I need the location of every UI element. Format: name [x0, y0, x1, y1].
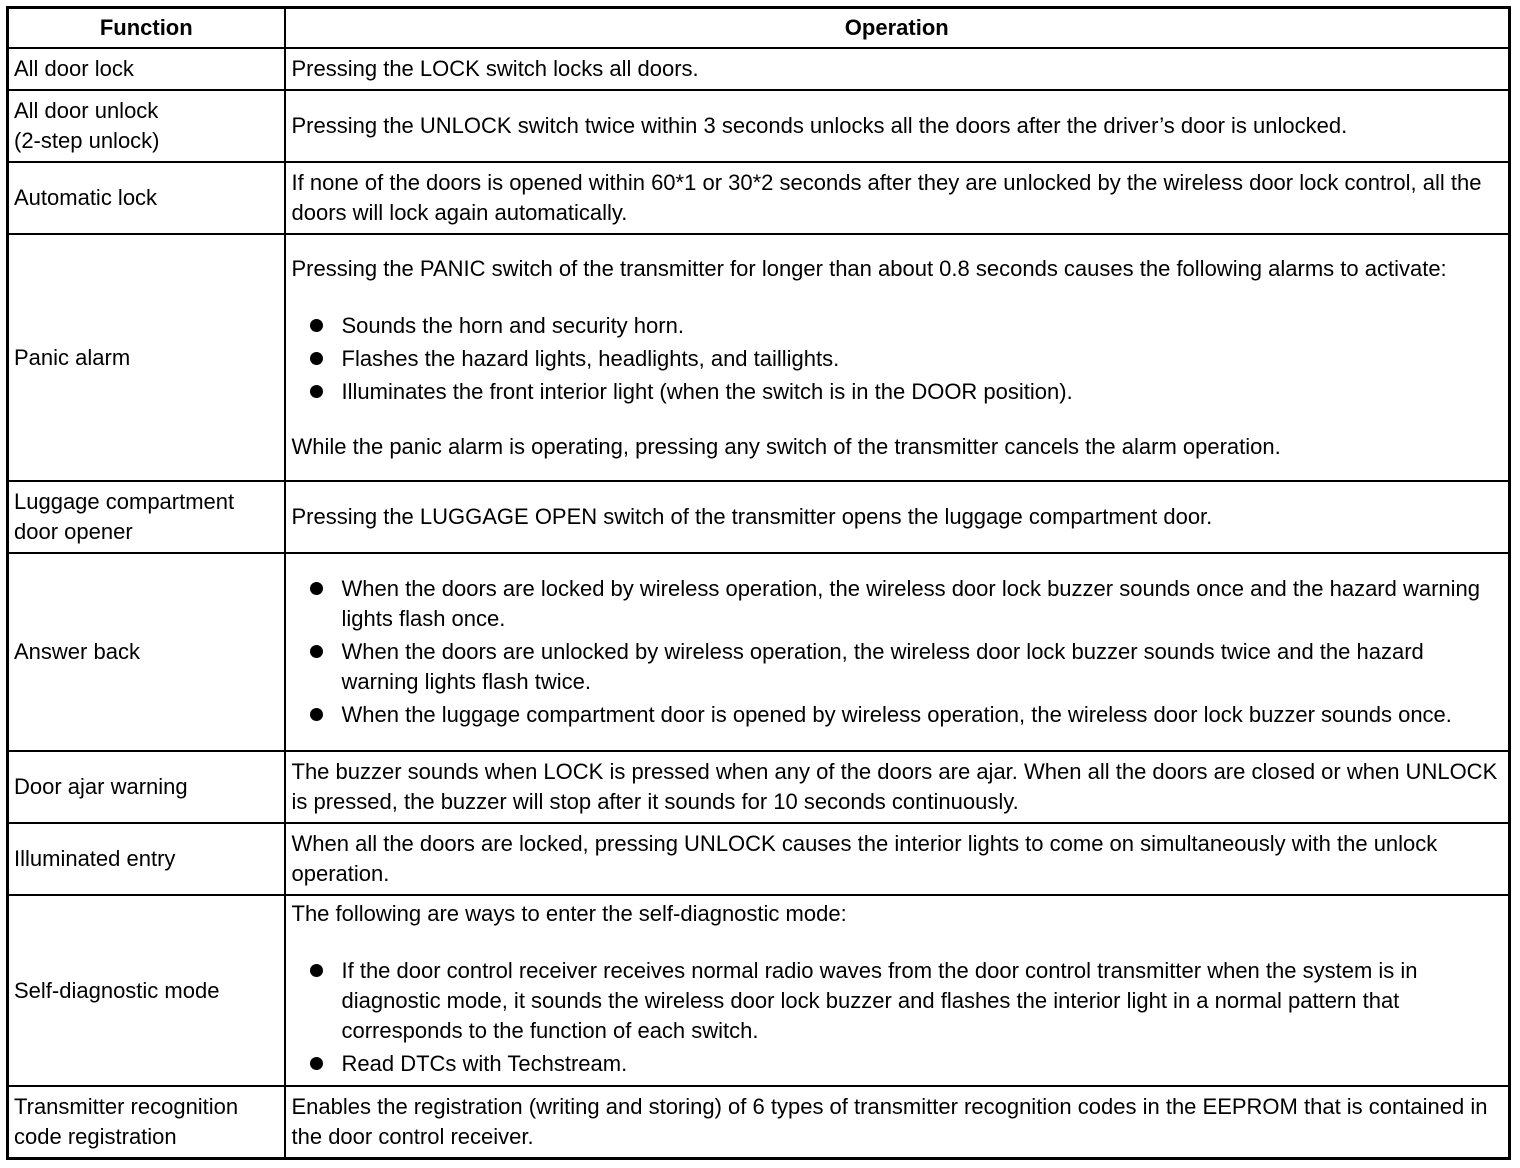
- table-row: [8, 1086, 1510, 1158]
- function-operation-table: [6, 6, 1511, 1160]
- list-item-text: When the luggage compartment door is opened by wireless operation, the wireless door lock buzzer sounds once.: [341, 702, 1452, 727]
- function-label: Automatic lock: [14, 185, 158, 210]
- function-cell: [8, 1086, 285, 1158]
- list-item: [292, 956, 1505, 1046]
- operation-text: Enables the registration (writing and storing) of 6 types of transmitter recognition codes in the EEPROM that is contained in the door control receiver.: [291, 1093, 1488, 1149]
- table-row: [8, 162, 1510, 234]
- bullet-list: [292, 311, 1505, 407]
- function-label: Illuminated entry: [14, 846, 176, 871]
- operation-column-header: Operation: [285, 8, 1510, 49]
- function-cell: [8, 90, 285, 162]
- bullet-icon: [310, 319, 323, 332]
- function-label: Self-diagnostic mode: [14, 977, 220, 1003]
- list-item-text: Read DTCs with Techstream.: [341, 1051, 628, 1076]
- bullet-icon: [310, 964, 323, 977]
- operation-outro: While the panic alarm is operating, pressing any switch of the transmitter cancels the alarm operation.: [291, 433, 1281, 459]
- bullet-icon: [310, 645, 323, 658]
- bullet-list: [292, 574, 1505, 730]
- table-row: [8, 751, 1510, 823]
- function-cell: [8, 751, 285, 823]
- list-item-text: When the doors are unlocked by wireless operation, the wireless door lock buzzer sounds twice and the hazard warning lights flash twice.: [341, 639, 1424, 694]
- operation-cell: [285, 48, 1510, 90]
- list-item-text: Illuminates the front interior light (when the switch is in the DOOR position).: [341, 378, 1073, 404]
- operation-cell: [285, 162, 1510, 234]
- function-cell: [8, 823, 285, 895]
- bullet-icon: [310, 1057, 323, 1070]
- table-row: [8, 481, 1510, 553]
- function-label: All door unlock: [14, 98, 159, 123]
- table-row: [8, 90, 1510, 162]
- list-item-text: When the doors are locked by wireless operation, the wireless door lock buzzer sounds once and the hazard warning lights flash once.: [341, 576, 1481, 631]
- function-label: Transmitter recognition: [14, 1093, 239, 1119]
- operation-text: Pressing the UNLOCK switch twice within 3 seconds unlocks all the doors after the driver’s door is unlocked.: [291, 113, 1348, 138]
- operation-text: When all the doors are locked, pressing UNLOCK causes the interior lights to come on simultaneously with the unlock operation.: [291, 831, 1438, 886]
- list-item: [292, 700, 1505, 730]
- function-label: Panic alarm: [14, 344, 131, 370]
- function-label: Luggage compartment: [14, 489, 235, 514]
- bullet-icon: [310, 582, 323, 595]
- table-row: [8, 553, 1510, 751]
- table-row: [8, 234, 1510, 481]
- function-label-line-2: code registration: [14, 1123, 177, 1149]
- function-cell: [8, 553, 285, 751]
- operation-intro: The following are ways to enter the self-diagnostic mode:: [291, 901, 847, 926]
- operation-cell: [285, 895, 1510, 1086]
- function-label: All door lock: [14, 56, 134, 81]
- operation-cell: [285, 1086, 1510, 1158]
- operation-cell: [285, 481, 1510, 553]
- function-label: Answer back: [14, 639, 140, 664]
- list-item: [292, 637, 1505, 697]
- bullet-list: [292, 956, 1505, 1079]
- operation-text: If none of the doors is opened within 60*1 or 30*2 seconds after they are unlocked by the wireless door lock control, all the doors will lock again automatically.: [291, 170, 1482, 225]
- operation-text: Pressing the LOCK switch locks all doors.: [291, 56, 699, 81]
- list-item: [292, 311, 1505, 341]
- function-label: Door ajar warning: [14, 774, 188, 799]
- function-column-header: Function: [8, 8, 285, 49]
- function-cell: [8, 234, 285, 481]
- bullet-icon: [310, 385, 323, 398]
- header-row: [8, 8, 1510, 49]
- function-cell: [8, 895, 285, 1086]
- operation-cell: [285, 553, 1510, 751]
- table-row: [8, 48, 1510, 90]
- operation-cell: [285, 751, 1510, 823]
- list-item: [292, 377, 1505, 407]
- list-item-text: If the door control receiver receives normal radio waves from the door control transmitter when the system is in diagnostic mode, it sounds the wireless door lock buzzer and flashes the interior light in a normal pattern that corresponds to the function of each switch.: [341, 958, 1418, 1043]
- bullet-icon: [310, 352, 323, 365]
- function-cell: [8, 481, 285, 553]
- function-cell: [8, 48, 285, 90]
- list-item-text: Sounds the horn and security horn.: [341, 312, 684, 338]
- bullet-icon: [310, 708, 323, 721]
- list-item: [292, 344, 1505, 374]
- operation-text: Pressing the LUGGAGE OPEN switch of the transmitter opens the luggage compartment door.: [291, 504, 1213, 529]
- operation-cell: [285, 823, 1510, 895]
- function-label-line-2: (2-step unlock): [14, 128, 160, 153]
- table-row: [8, 823, 1510, 895]
- function-label-line-2: door opener: [14, 519, 133, 544]
- operation-cell: [285, 90, 1510, 162]
- table-row: [8, 895, 1510, 1086]
- list-item-text: Flashes the hazard lights, headlights, and taillights.: [341, 345, 840, 371]
- operation-text: The buzzer sounds when LOCK is pressed when any of the doors are ajar. When all the doors are closed or when UNLOCK is pressed, the buzzer will stop after it sounds for 10 seconds continuously.: [291, 759, 1498, 814]
- operation-cell: [285, 234, 1510, 481]
- operation-intro: Pressing the PANIC switch of the transmitter for longer than about 0.8 seconds causes the following alarms to activate:: [291, 255, 1447, 281]
- list-item: [292, 1049, 1505, 1079]
- function-cell: [8, 162, 285, 234]
- list-item: [292, 574, 1505, 634]
